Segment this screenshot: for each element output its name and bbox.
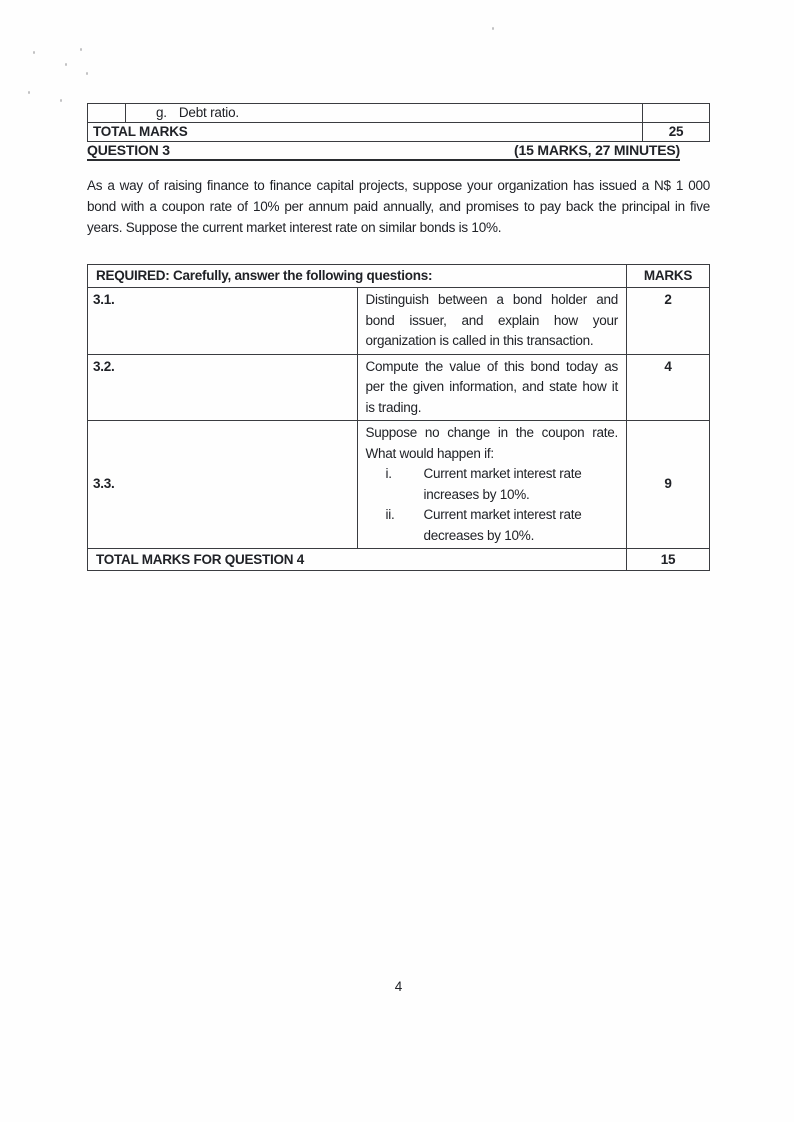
previous-question-table	[87, 103, 710, 142]
page-number: 4	[394, 979, 403, 994]
total-label: TOTAL MARKS FOR QUESTION 4	[88, 549, 627, 571]
question-marks: 2	[627, 288, 710, 355]
total-marks-label: TOTAL MARKS	[88, 123, 643, 142]
sub-item-text: Current market interest rate increases by 10%.	[423, 466, 582, 502]
question-title: QUESTION 3	[87, 142, 170, 158]
intro-paragraph: As a way of raising finance to finance capital projects, suppose your organization has issued a N$ 1 000 bond with a coupon rate of 10% per annum paid annually, and promises to pay back the principal in five years. Suppose the current market interest rate on similar bonds is 10%.	[87, 178, 710, 235]
roman-numeral: i.	[385, 466, 392, 481]
page-content	[87, 0, 710, 1122]
table-header-row	[88, 265, 710, 288]
question-text-cell	[357, 421, 627, 549]
empty-marks-cell	[643, 104, 710, 123]
question-lead-text: Suppose no change in the coupon rate. What would happen if:	[365, 425, 618, 461]
question-marks: 9	[627, 421, 710, 549]
sub-item	[366, 505, 619, 546]
list-letter: g.	[156, 105, 167, 120]
question-number: 3.2.	[88, 354, 358, 421]
total-marks-value: 25	[643, 123, 710, 142]
empty-cell	[88, 104, 126, 123]
table-row	[88, 288, 710, 355]
sub-item	[366, 464, 619, 505]
scan-speck	[28, 91, 30, 94]
table-row	[88, 123, 710, 142]
question-marks: 4	[627, 354, 710, 421]
table-row	[88, 354, 710, 421]
list-item-text: Debt ratio.	[178, 105, 239, 120]
total-marks: 15	[627, 549, 710, 571]
question-3-table	[87, 264, 710, 571]
question-header	[87, 142, 680, 161]
sub-item-text: Current market interest rate decreases by 10%.	[423, 507, 582, 543]
question-number: 3.1.	[88, 288, 358, 355]
required-header-cell: REQUIRED: Carefully, answer the following questions:	[88, 265, 627, 288]
table-row	[88, 104, 710, 123]
marks-header-cell: MARKS	[627, 265, 710, 288]
question-text: Compute the value of this bond today as per the given information, and state how it is trading.	[357, 354, 627, 421]
question-number: 3.3.	[88, 421, 358, 549]
question-marks-info: (15 MARKS, 27 MINUTES)	[514, 142, 680, 158]
table-row	[88, 421, 710, 549]
scan-speck	[33, 51, 35, 54]
scan-speck	[80, 48, 82, 51]
scan-speck	[65, 63, 67, 66]
table-total-row	[88, 549, 710, 571]
list-item-cell	[126, 104, 643, 123]
scan-speck	[60, 99, 62, 102]
roman-numeral: ii.	[385, 507, 395, 522]
question-text: Distinguish between a bond holder and bond issuer, and explain how your organization is called in this transaction.	[357, 288, 627, 355]
